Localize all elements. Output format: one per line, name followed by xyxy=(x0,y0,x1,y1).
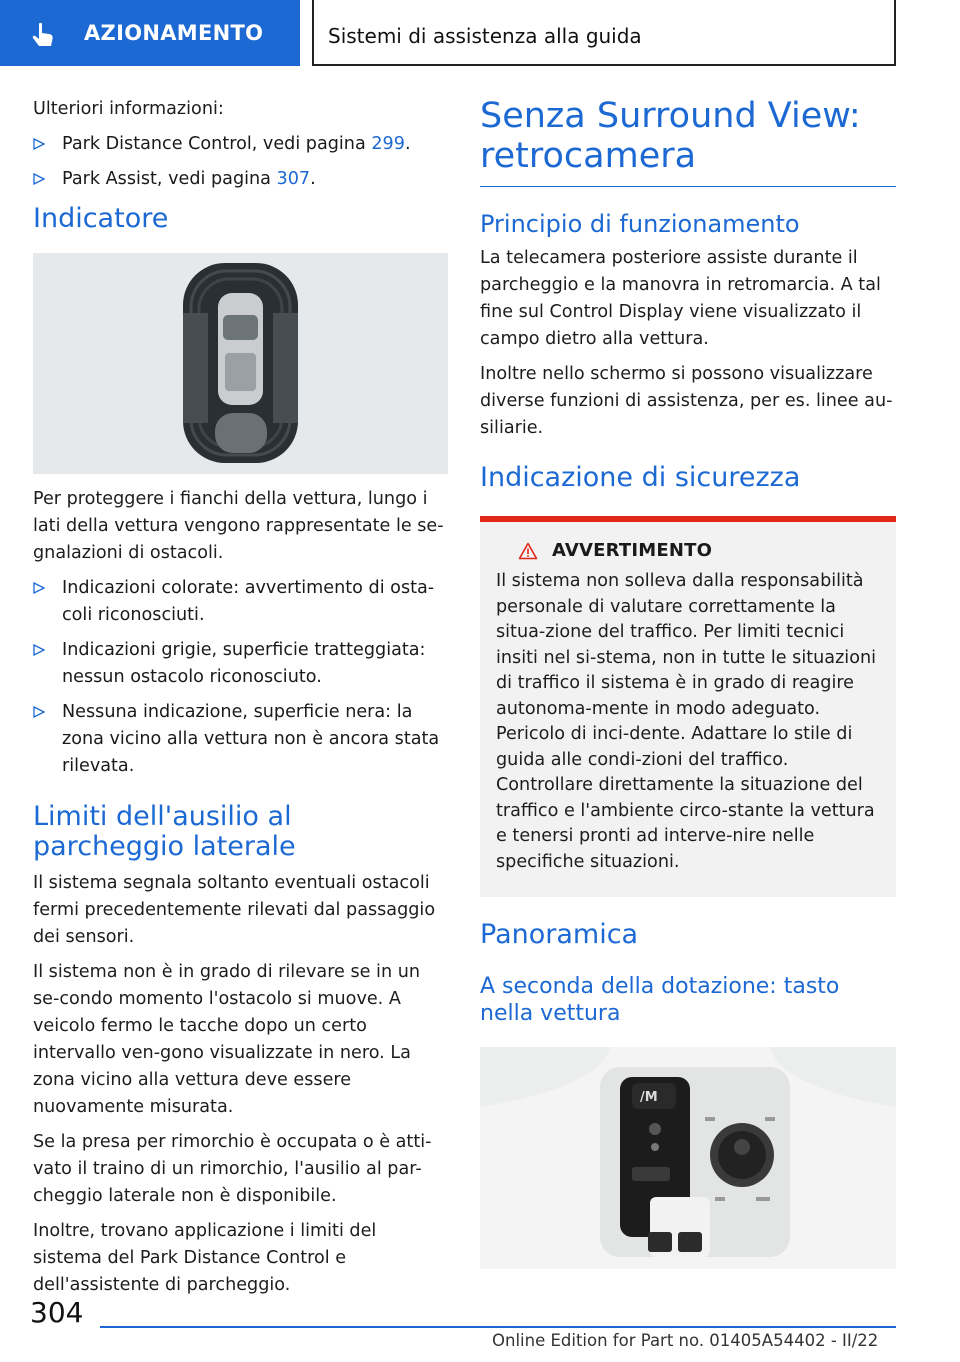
hand-pointer-icon xyxy=(30,22,58,48)
triangle-bullet-icon xyxy=(33,582,45,594)
triangle-bullet-icon xyxy=(33,706,45,718)
parking-display-image xyxy=(33,253,448,474)
footer-edition: Online Edition for Part no. 01405A54402 - II/22 xyxy=(492,1331,879,1350)
triangle-bullet-icon xyxy=(33,644,45,656)
gear-selector-illustration xyxy=(480,1047,896,1269)
more-info-label: Ulteriori informazioni: xyxy=(33,99,224,119)
header-section-tab xyxy=(0,0,300,66)
warning-box xyxy=(480,516,896,897)
svg-text:/M: /M xyxy=(640,1090,658,1105)
heading-sicurezza: Indicazione di sicurezza xyxy=(480,462,801,493)
heading-main: Senza Surround View: retrocamera xyxy=(480,96,861,176)
limiti-paragraph: Il sistema segnala soltanto eventuali ostacoli fermi precedentemente rilevati dal passaggio dei sensori. xyxy=(33,873,436,947)
principio-paragraph: Inoltre nello schermo si possono visualizzare diverse funzioni di assistenza, per es. linee au-siliarie. xyxy=(480,364,893,438)
limiti-paragraph: Inoltre, trovano applicazione i limiti del sistema del Park Distance Control e dell'assistente di parcheggio. xyxy=(33,1221,377,1295)
page-link-299[interactable]: 299 xyxy=(371,134,405,154)
heading-principio: Principio di funzionamento xyxy=(480,210,800,238)
center-console-image xyxy=(480,1047,896,1269)
indicatore-paragraph: Per proteggere i fianchi della vettura, lungo i lati della vettura vengono rappresentate le se-gnalazioni di ostacoli. xyxy=(33,489,444,563)
heading-dotazione: A seconda della dotazione: tasto nella vettura xyxy=(480,974,840,1026)
car-top-view-illustration xyxy=(33,253,448,474)
list-item: Indicazioni colorate: avvertimento di osta-coli riconosciuti. xyxy=(33,575,448,629)
right-column xyxy=(480,96,896,1269)
header-section-label: AZIONAMENTO xyxy=(84,21,264,45)
warning-text: Il sistema non solleva dalla responsabilità personale di valutare correttamente la situa-zione del traffico. Per limiti tecnici insiti nel si-stema, non in tutte le situazioni di traffico il sistema è in grado di reagire autonoma-mente in modo adeguato. Pericolo di inci-dente. Adattare lo stile di guida alle condi-zioni del traffico. Controllare direttamente la situazione del traffico e l'ambiente circo-stante la vettura e tenersi pronti ad interve-nire nelle specifiche situazioni. xyxy=(496,571,876,872)
left-column xyxy=(33,96,448,1307)
header-title-box xyxy=(312,0,896,66)
page-link-307[interactable]: 307 xyxy=(276,169,311,189)
triangle-bullet-icon xyxy=(33,138,45,150)
footer-divider xyxy=(100,1326,896,1328)
list-item: Nessuna indicazione, superficie nera: la zona vicino alla vettura non è ancora stata rilevata. xyxy=(33,699,448,780)
warning-title: AVVERTIMENTO xyxy=(552,540,713,561)
warning-triangle-icon xyxy=(518,542,538,560)
indicatore-list xyxy=(33,575,448,780)
header-title: Sistemi di assistenza alla guida xyxy=(328,24,642,48)
limiti-paragraph: Il sistema non è in grado di rilevare se in un se-condo momento l'ostacolo si muove. A veicolo fermo le tacche dopo un certo intervallo ven-gono visualizzate in nero. La zona vicino alla vettura deve essere nuovamente misurata. xyxy=(33,962,420,1117)
heading-panoramica: Panoramica xyxy=(480,919,639,950)
heading-divider xyxy=(480,186,896,187)
heading-indicatore: Indicatore xyxy=(33,203,169,234)
heading-limiti: Limiti dell'ausilio al parcheggio laterale xyxy=(33,801,296,862)
triangle-bullet-icon xyxy=(33,173,45,185)
principio-paragraph: La telecamera posteriore assiste durante il parcheggio e la manovra in retromarcia. A tal fine sul Control Display viene visualizzato il campo dietro alla vettura. xyxy=(480,248,881,349)
limiti-paragraph: Se la presa per rimorchio è occupata o è atti-vato il traino di un rimorchio, l'ausilio al par-cheggio laterale non è disponibile. xyxy=(33,1132,432,1206)
list-item: Park Assist, vedi pagina 307. xyxy=(33,166,448,193)
page-number: 304 xyxy=(30,1296,84,1329)
list-item: Indicazioni grigie, superficie tratteggiata: nessun ostacolo riconosciuto. xyxy=(33,637,448,691)
list-item: Park Distance Control, vedi pagina 299. xyxy=(33,131,448,158)
more-info-list xyxy=(33,131,448,193)
